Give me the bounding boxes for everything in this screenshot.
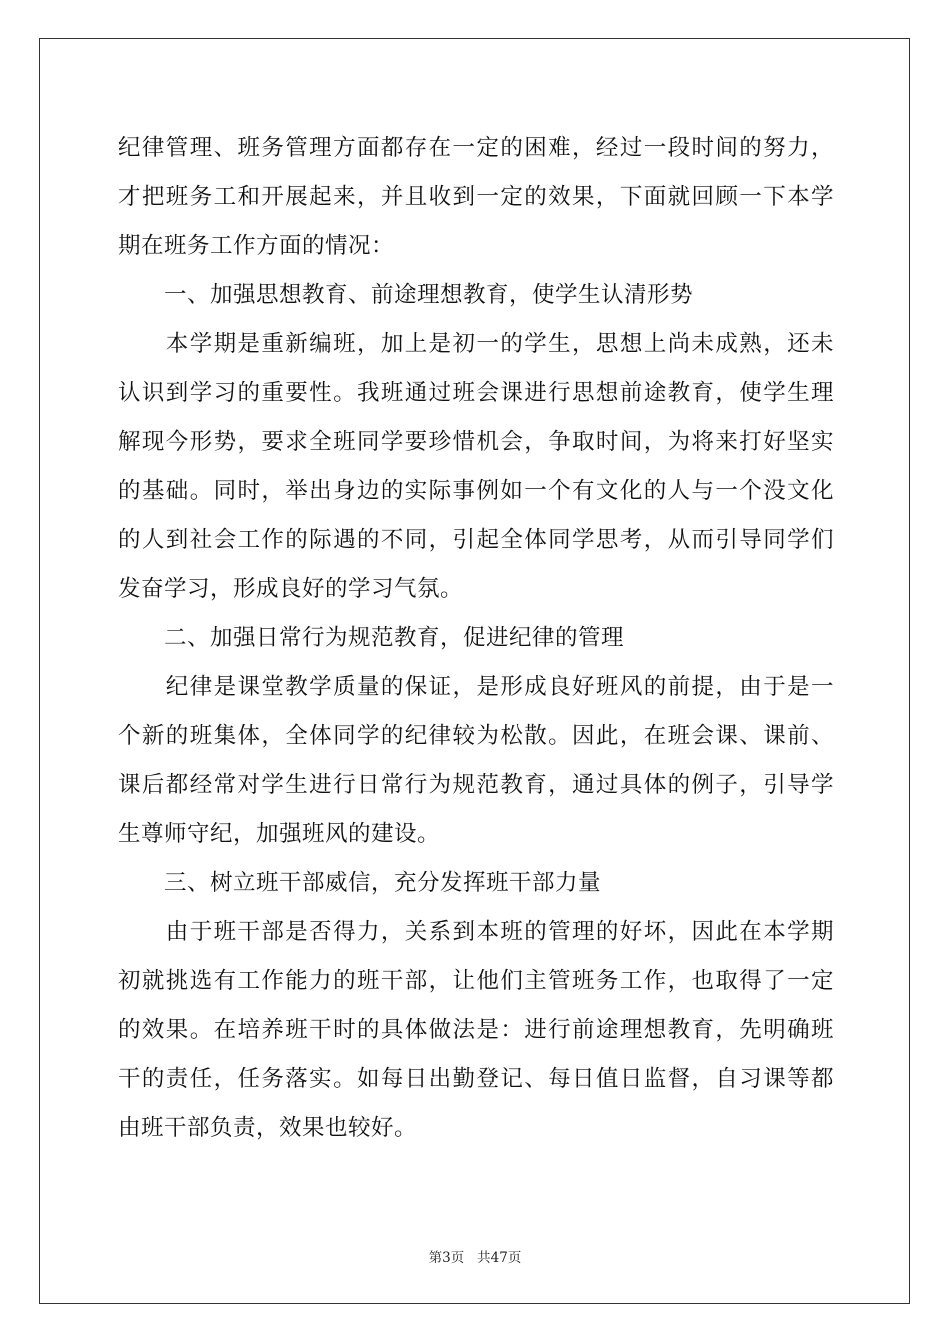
page-number: 第3页 bbox=[428, 1250, 465, 1266]
text-line: 生尊师守纪，加强班风的建设。 bbox=[118, 821, 441, 847]
text-line: 发奋学习，形成良好的学习气氛。 bbox=[118, 576, 464, 602]
text-line: 才把班务工和开展起来，并且收到一定的效果，下面就回顾一下本学 bbox=[118, 184, 834, 210]
text-line: 纪律管理、班务管理方面都存在一定的困难，经过一段时间的努力， bbox=[118, 135, 834, 161]
page-footer bbox=[0, 1246, 950, 1266]
text-line: 由于班干部是否得力，关系到本班的管理的好坏，因此在本学期 bbox=[118, 919, 834, 945]
text-line: 初就挑选有工作能力的班干部，让他们主管班务工作，也取得了一定 bbox=[118, 968, 834, 994]
text-line: 由班干部负责，效果也较好。 bbox=[118, 1115, 418, 1141]
section-heading: 二、加强日常行为规范教育，促进纪律的管理 bbox=[118, 625, 625, 651]
text-line: 课后都经常对学生进行日常行为规范教育，通过具体的例子，引导学 bbox=[118, 772, 834, 798]
text-line: 个新的班集体，全体同学的纪律较为松散。因此，在班会课、课前、 bbox=[118, 723, 834, 749]
text-line: 本学期是重新编班，加上是初一的学生，思想上尚未成熟，还未 bbox=[118, 331, 834, 357]
text-line: 的基础。同时，举出身边的实际事例如一个有文化的人与一个没文化 bbox=[118, 478, 834, 504]
section-heading: 一、加强思想教育、前途理想教育，使学生认清形势 bbox=[118, 282, 694, 308]
text-line: 的人到社会工作的际遇的不同，引起全体同学思考，从而引导同学们 bbox=[118, 527, 834, 553]
text-line: 干的责任，任务落实。如每日出勤登记、每日值日监督，自习课等都 bbox=[118, 1066, 834, 1092]
text-line: 期在班务工作方面的情况： bbox=[118, 233, 395, 259]
text-line: 认识到学习的重要性。我班通过班会课进行思想前途教育，使学生理 bbox=[118, 380, 834, 406]
document-body bbox=[118, 124, 834, 1153]
section-heading: 三、树立班干部威信，充分发挥班干部力量 bbox=[118, 870, 602, 896]
text-line: 的效果。在培养班干时的具体做法是：进行前途理想教育，先明确班 bbox=[118, 1017, 834, 1043]
total-pages: 共47页 bbox=[477, 1250, 522, 1266]
text-line: 纪律是课堂教学质量的保证，是形成良好班风的前提，由于是一 bbox=[118, 674, 834, 700]
text-line: 解现今形势，要求全班同学要珍惜机会，争取时间，为将来打好坚实 bbox=[118, 429, 834, 455]
